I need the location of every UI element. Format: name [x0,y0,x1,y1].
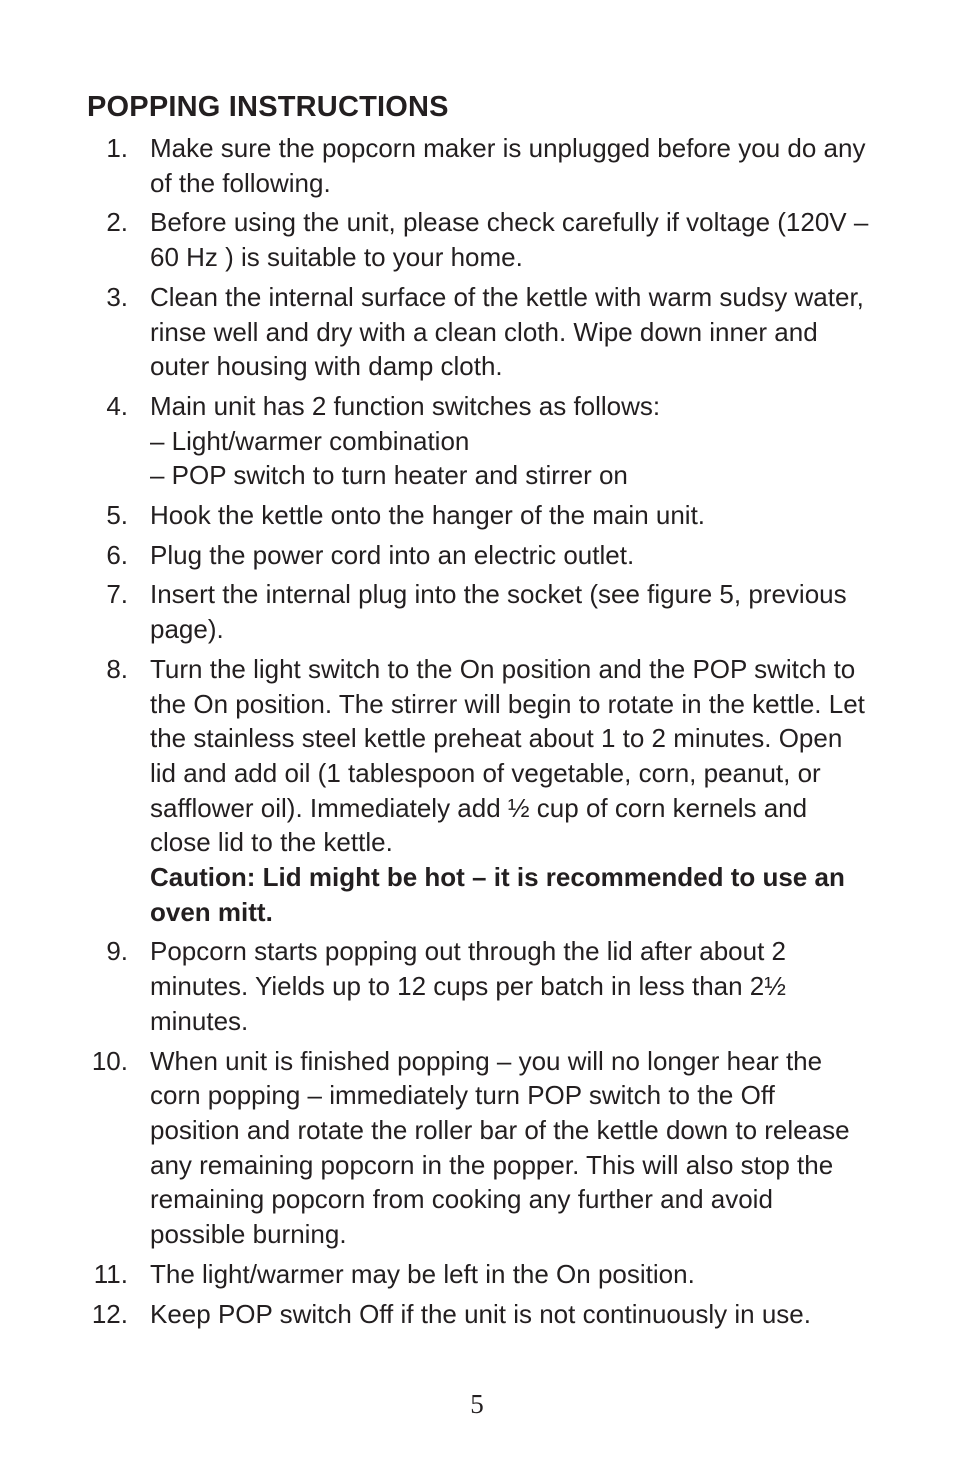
item-number: 5. [106,500,128,531]
item-number: 6. [106,539,128,570]
sub-item-light-warmer: – Light/warmer combination [150,425,470,456]
list-item [0,1044,954,1252]
list-item [0,205,954,274]
item-number: 4. [106,390,128,421]
item-text: Main unit has 2 function switches as follows: [150,390,661,421]
list-item [0,1297,954,1332]
item-text: Turn the light switch to the On position and the POP switch to the On position. The stirrer will begin to rotate in the kettle. Let the stainless steel kettle preheat about 1 to 2 minutes. Open lid and add oil (1 tablespoon of vegetable, corn, peanut, or safflower oil). Immediately add ½ cup of corn kernels and close lid to the kettle. [150,653,865,858]
page-title: POPPING INSTRUCTIONS [87,91,449,123]
item-text-container [150,205,870,274]
item-text-container [150,1044,870,1252]
list-item [0,498,954,533]
item-text: Plug the power cord into an electric outlet. [150,539,635,570]
list-item [0,280,954,384]
list-item [0,1257,954,1292]
item-text-container [150,498,870,533]
item-text-container [150,1257,870,1292]
list-item [0,577,954,646]
item-number: 10. [91,1045,128,1076]
item-number: 11. [93,1258,128,1289]
item-text: Hook the kettle onto the hanger of the main unit. [150,500,706,531]
item-text: Keep POP switch Off if the unit is not continuously in use. [150,1298,811,1329]
item-text-container [150,538,870,573]
item-number: 9. [106,936,128,967]
item-text: Popcorn starts popping out through the lid after about 2 minutes. Yields up to 12 cups per batch in less than 2½ minutes. [150,936,786,1036]
caution-note: Caution: Lid might be hot – it is recommended to use an oven mitt. [150,862,845,927]
list-item [0,131,954,200]
item-text-container [150,577,870,646]
list-item [0,934,954,1038]
sub-item-pop-switch: – POP switch to turn heater and stirrer on [150,460,628,491]
item-text: Insert the internal plug into the socket (see figure 5, previous page). [150,579,847,645]
item-text: Clean the internal surface of the kettle with warm sudsy water, rinse well and dry with a clean cloth. Wipe down inner and outer housing with damp cloth. [150,281,864,382]
item-text-container [150,389,870,493]
list-item [0,652,954,930]
item-text-container [150,934,870,1038]
item-number: 2. [106,207,128,238]
page-number: 5 [470,1389,484,1419]
item-text: Before using the unit, please check carefully if voltage (120V – 60 Hz ) is suitable to your home. [150,207,869,273]
item-text: The light/warmer may be left in the On position. [150,1258,695,1289]
item-number: 1. [106,133,128,163]
item-number: 12. [91,1298,128,1329]
list-item [0,538,954,573]
item-number: 7. [106,579,128,610]
item-text: Make sure the popcorn maker is unplugged before you do any of the following. [150,133,866,198]
item-number: 3. [106,281,128,312]
item-text-container [150,652,870,930]
item-text-container [150,280,870,384]
item-number: 8. [106,653,128,684]
list-item [0,389,954,493]
item-text-container [150,131,870,200]
item-text: When unit is finished popping – you will no longer hear the corn popping – immediately turn POP switch to the Off position and rotate the roller bar of the kettle down to release any remaining popcorn in the popper. This will also stop the remaining popcorn from cooking any further and avoid possible burning. [150,1045,850,1250]
item-text-container [150,1297,870,1332]
instructions-list [0,131,954,1336]
